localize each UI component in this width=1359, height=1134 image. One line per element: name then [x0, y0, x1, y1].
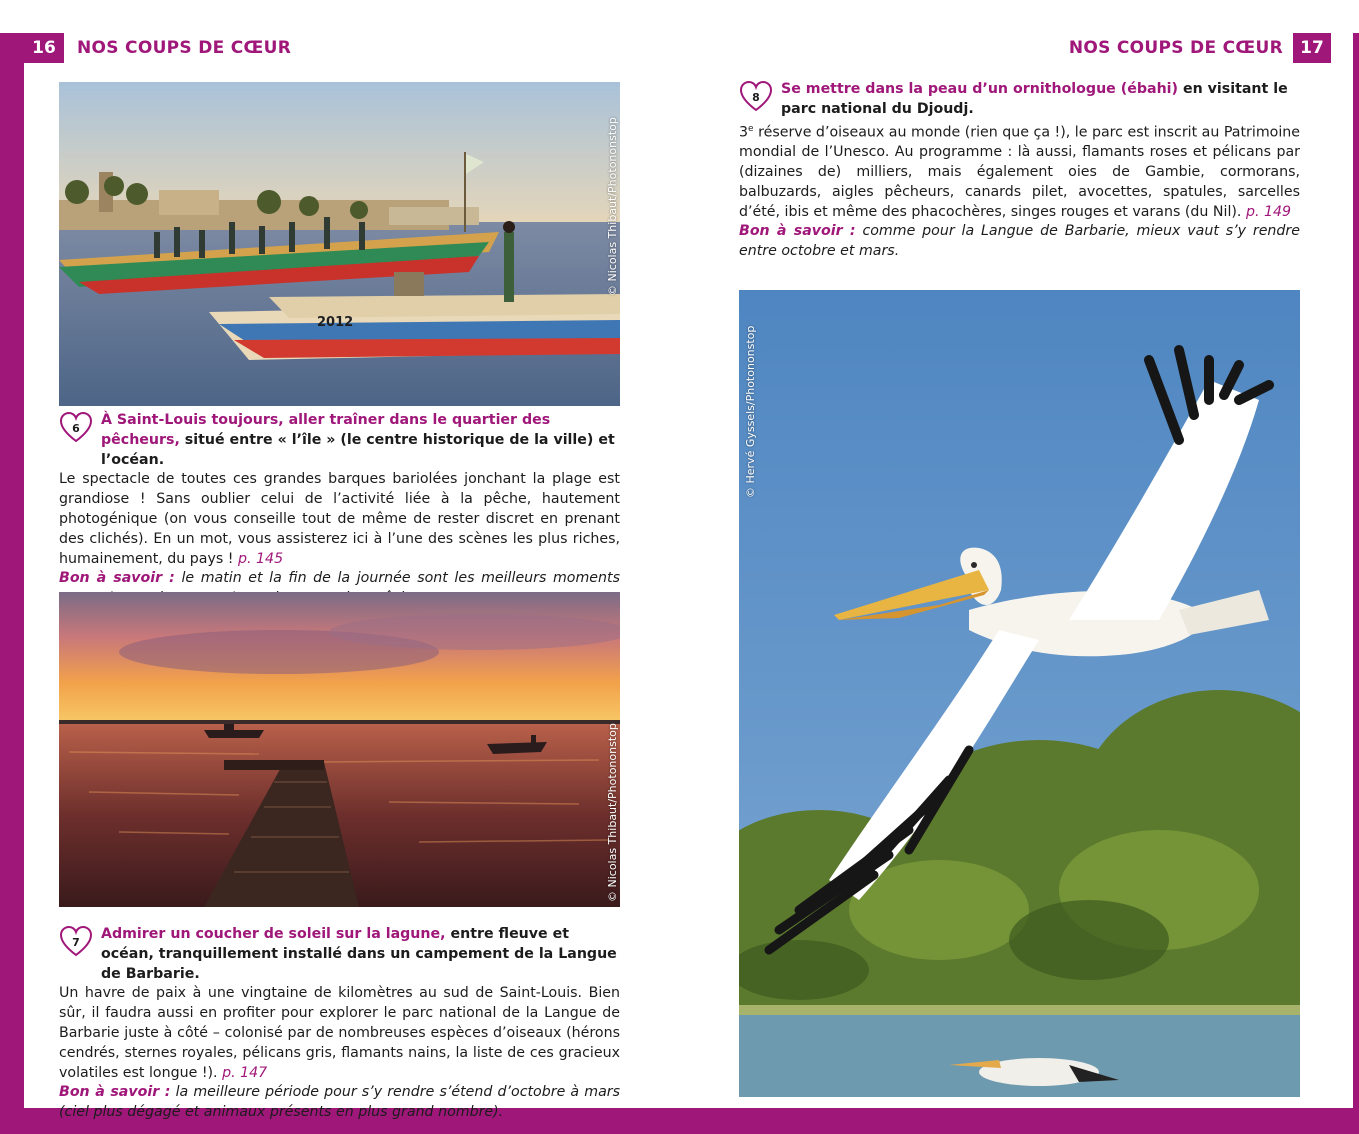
item-7-heading [59, 925, 620, 984]
item-8-heading [739, 80, 1300, 120]
item-8 [739, 80, 1300, 262]
item-7-body: Un havre de paix à une vingtaine de kilomètres au sud de Saint-Louis. Bien sûr, il faudra aussi en profiter pour explorer le parc national de la Langue de Barbarie juste à côté – colonisé par de nombreuses espèces d’oiseaux (hérons cendrés, sternes royales, pélicans gris, flamants nains, la liste de ces gracieux volatiles est longue !). [59, 985, 620, 1081]
item-7-tip-text: la meilleure période pour s’y rendre s’étend d’octobre à mars (ciel plus dégagé et animaux présents en plus grand nombre). [59, 1084, 620, 1121]
item-6-heading [59, 411, 620, 470]
pelican-photo-credit: © Hervé Gyssels/Photononstop [744, 325, 757, 498]
left-page-number: 16 [24, 33, 64, 63]
item-8-page-ref: p. 149 [1245, 203, 1292, 220]
item-8-number: 8 [752, 91, 760, 104]
heart-number-icon [739, 80, 773, 114]
sunset-photo [59, 592, 620, 907]
item-7-body-paragraph [59, 984, 620, 1083]
item-7-heading-highlight: Admirer un coucher de soleil sur la lagune, [101, 926, 446, 942]
item-6-body: Le spectacle de toutes ces grandes barques bariolées jonchant la plage est grandiose ! Sans oublier celui de l’activité liée à la pêche, hautement photogénique (on vous conseille tout de même de rester discret en prenant des clichés). En un mot, vous assisterez ici à l’une des scènes les plus riches, humainement, du pays ! [59, 471, 620, 567]
item-8-heading-highlight: Se mettre dans la peau d’un ornithologue (ébahi) [781, 81, 1179, 97]
item-8-tip-text: comme pour la Langue de Barbarie, mieux vaut s’y rendre entre octobre et mars. [739, 223, 1300, 260]
right-page-border [1353, 33, 1359, 1134]
heart-number-icon [59, 411, 93, 445]
left-page-border [0, 33, 24, 1134]
item-8-body: réserve d’oiseaux au monde (rien que ça !), le parc est inscrit au Patrimoine mondial de l’Unesco. Au programme : là aussi, flamants roses et pélicans par (dizaines de) milliers, mais également oies de Gambie, cormorans, balbuzards, aigles pêcheurs, canards pilet, avocettes, spatules, sarcelles d’été, ibis et même des phacochères, singes rouges et varans (du Nil). [739, 124, 1300, 220]
boat-number: 2012 [317, 315, 354, 330]
pelican-photo [739, 290, 1300, 1097]
pelican-illustration [739, 290, 1300, 1097]
item-7-tip [59, 1083, 620, 1123]
item-8-body-paragraph [739, 120, 1300, 223]
item-6-tip-text: le matin et la fin de la journée sont les meilleurs moments [181, 570, 620, 587]
item-7-heading-rest: entre fleuve et océan, tranquillement installé dans un campement de la Langue de Barbarie. [101, 926, 617, 982]
right-running-head: NOS COUPS DE CŒUR [1068, 38, 1283, 58]
item-8-tip-label: Bon à savoir : [739, 223, 856, 240]
fishermen-photo [59, 82, 620, 406]
item-8-ordinal-suffix: e [748, 123, 754, 134]
item-8-ordinal: 3 [739, 124, 749, 141]
heart-number-icon [59, 925, 93, 959]
item-6-heading-highlight: À Saint-Louis toujours, aller traîner dans le quartier des pêcheurs, [101, 412, 551, 448]
item-7 [59, 925, 620, 1123]
left-running-head: NOS COUPS DE CŒUR [77, 38, 292, 58]
item-6-page-ref: p. 145 [238, 550, 284, 567]
sunset-illustration [59, 592, 620, 907]
item-6-heading-rest: situé entre « l’île » (le centre historique de la ville) et l’océan. [101, 431, 615, 468]
item-6-number: 6 [72, 422, 80, 435]
page-top-margin [0, 0, 1359, 33]
fishermen-photo-credit: © Nicolas Thibaut/Photononstop [606, 117, 619, 296]
item-8-heading-rest: en visitant le parc national du Djoudj. [781, 81, 1288, 117]
right-page-number: 17 [1293, 33, 1331, 63]
fishermen-illustration [59, 82, 620, 406]
item-6-body-paragraph [59, 470, 620, 569]
item-6-tip-label: Bon à savoir : [59, 570, 175, 587]
item-7-tip-label: Bon à savoir : [59, 1084, 171, 1101]
item-7-page-ref: p. 147 [222, 1064, 268, 1081]
sunset-photo-credit: © Nicolas Thibaut/Photononstop [606, 723, 619, 902]
item-8-tip [739, 222, 1300, 262]
item-7-number: 7 [72, 936, 80, 949]
